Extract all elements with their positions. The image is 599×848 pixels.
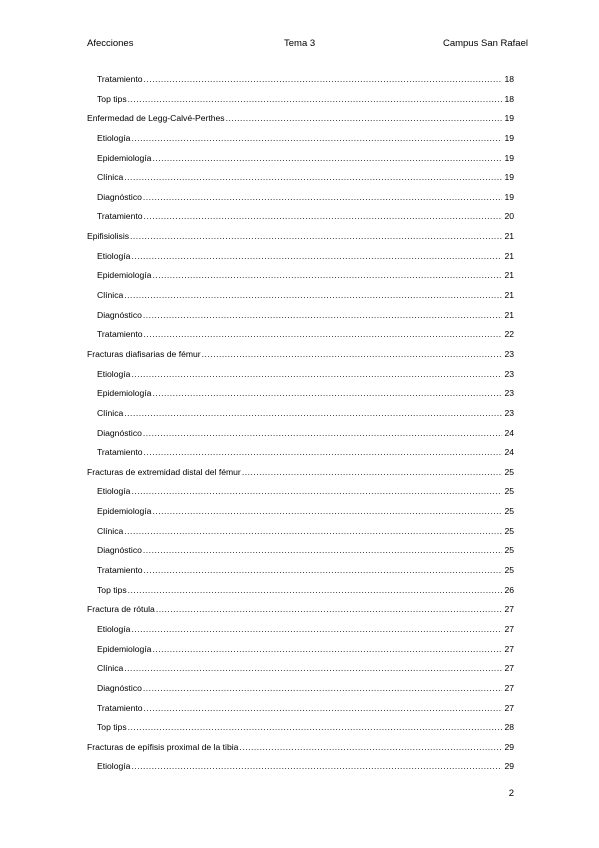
toc-entry-label: Clínica — [97, 172, 124, 183]
toc-section-link[interactable] — [87, 600, 514, 620]
toc-subsection-link[interactable] — [87, 207, 514, 227]
toc-entry-label: Epidemiología — [97, 388, 152, 399]
toc-dot-leader — [128, 720, 502, 734]
toc-subsection-link[interactable] — [87, 679, 514, 699]
toc-entry-page: 24 — [504, 427, 514, 438]
toc-entry-page: 29 — [504, 741, 514, 752]
header-left-text: Afecciones — [87, 38, 134, 49]
toc-dot-leader — [124, 406, 502, 420]
toc-dot-leader — [131, 249, 502, 263]
toc-entry-page: 24 — [504, 447, 514, 458]
toc-subsection-link[interactable] — [87, 365, 514, 385]
toc-dot-leader — [144, 209, 502, 223]
toc-entry-label: Top tips — [97, 722, 127, 733]
toc-dot-leader — [143, 426, 502, 440]
toc-entry-label: Fracturas de epífisis proximal de la tibia — [87, 741, 239, 752]
toc-subsection-link[interactable] — [87, 266, 514, 286]
toc-dot-leader — [152, 151, 502, 165]
toc-entry-label: Enfermedad de Legg-Calvé-Perthes — [87, 113, 225, 124]
toc-entry-page: 23 — [504, 368, 514, 379]
toc-entry-page: 19 — [504, 191, 514, 202]
toc-entry-label: Diagnóstico — [97, 309, 142, 320]
toc-entry-page: 23 — [504, 407, 514, 418]
page-number: 2 — [508, 788, 514, 799]
toc-dot-leader — [131, 367, 502, 381]
toc-subsection-link[interactable] — [87, 247, 514, 267]
toc-section-link[interactable] — [87, 738, 514, 758]
toc-entry-page: 25 — [504, 565, 514, 576]
toc-entry-page: 27 — [504, 663, 514, 674]
toc-subsection-link[interactable] — [87, 188, 514, 208]
toc-entry-page: 25 — [504, 506, 514, 517]
toc-dot-leader — [131, 622, 502, 636]
toc-entry-label: Diagnóstico — [97, 682, 142, 693]
toc-subsection-link[interactable] — [87, 404, 514, 424]
toc-dot-leader — [152, 504, 502, 518]
toc-entry-label: Etiología — [97, 368, 131, 379]
toc-subsection-link[interactable] — [87, 561, 514, 581]
toc-entry-label: Etiología — [97, 761, 131, 772]
toc-entry-label: Clínica — [97, 290, 124, 301]
toc-entry-label: Epidemiología — [97, 643, 152, 654]
toc-subsection-link[interactable] — [87, 168, 514, 188]
toc-dot-leader — [144, 327, 502, 341]
toc-subsection-link[interactable] — [87, 502, 514, 522]
toc-dot-leader — [239, 740, 502, 754]
toc-subsection-link[interactable] — [87, 306, 514, 326]
toc-entry-page: 27 — [504, 604, 514, 615]
toc-subsection-link[interactable] — [87, 699, 514, 719]
toc-entry-page: 27 — [504, 623, 514, 634]
toc-dot-leader — [124, 524, 502, 538]
toc-dot-leader — [131, 131, 502, 145]
toc-entry-label: Diagnóstico — [97, 427, 142, 438]
toc-dot-leader — [144, 72, 502, 86]
toc-entry-label: Etiología — [97, 132, 131, 143]
toc-entry-page: 25 — [504, 545, 514, 556]
page-header — [87, 38, 528, 52]
toc-dot-leader — [131, 759, 502, 773]
toc-subsection-link[interactable] — [87, 718, 514, 738]
toc-entry-page: 21 — [504, 231, 514, 242]
toc-entry-label: Clínica — [97, 525, 124, 536]
toc-subsection-link[interactable] — [87, 443, 514, 463]
toc-entry-page: 25 — [504, 466, 514, 477]
toc-subsection-link[interactable] — [87, 70, 514, 90]
toc-subsection-link[interactable] — [87, 325, 514, 345]
toc-entry-label: Etiología — [97, 623, 131, 634]
toc-entry-label: Fracturas de extremidad distal del fémur — [87, 466, 241, 477]
toc-dot-leader — [124, 661, 502, 675]
toc-dot-leader — [144, 701, 502, 715]
toc-dot-leader — [143, 308, 502, 322]
toc-entry-page: 21 — [504, 250, 514, 261]
toc-entry-label: Tratamiento — [97, 329, 143, 340]
toc-entry-page: 21 — [504, 270, 514, 281]
toc-subsection-link[interactable] — [87, 149, 514, 169]
toc-entry-page: 27 — [504, 682, 514, 693]
toc-entry-page: 27 — [504, 702, 514, 713]
toc-dot-leader — [202, 347, 502, 361]
toc-dot-leader — [156, 602, 502, 616]
toc-entry-page: 21 — [504, 290, 514, 301]
toc-entry-page: 19 — [504, 113, 514, 124]
toc-subsection-link[interactable] — [87, 541, 514, 561]
toc-subsection-link[interactable] — [87, 482, 514, 502]
toc-entry-label: Top tips — [97, 584, 127, 595]
toc-entry-page: 26 — [504, 584, 514, 595]
toc-subsection-link[interactable] — [87, 424, 514, 444]
toc-dot-leader — [226, 111, 502, 125]
toc-entry-label: Epidemiología — [97, 152, 152, 163]
toc-dot-leader — [143, 190, 502, 204]
toc-entry-label: Diagnóstico — [97, 191, 142, 202]
toc-entry-page: 18 — [504, 93, 514, 104]
toc-section-link[interactable] — [87, 109, 514, 129]
toc-entry-page: 22 — [504, 329, 514, 340]
toc-entry-page: 28 — [504, 722, 514, 733]
toc-entry-label: Tratamiento — [97, 565, 143, 576]
toc-entry-page: 25 — [504, 525, 514, 536]
toc-entry-label: Epidemiología — [97, 506, 152, 517]
header-center-text: Tema 3 — [284, 38, 316, 49]
toc-entry-label: Tratamiento — [97, 447, 143, 458]
toc-dot-leader — [124, 170, 502, 184]
toc-entry-label: Epifisiolisis — [87, 231, 130, 242]
toc-entry-page: 20 — [504, 211, 514, 222]
toc-entry-page: 25 — [504, 486, 514, 497]
toc-dot-leader — [242, 465, 502, 479]
toc-dot-leader — [128, 583, 502, 597]
toc-entry-label: Fractura de rótula — [87, 604, 155, 615]
header-right-text: Campus San Rafael — [442, 38, 528, 49]
toc-subsection-link[interactable] — [87, 659, 514, 679]
toc-entry-label: Etiología — [97, 250, 131, 261]
toc-section-link[interactable] — [87, 463, 514, 483]
toc-entry-page: 23 — [504, 348, 514, 359]
toc-entry-page: 19 — [504, 172, 514, 183]
toc-dot-leader — [143, 681, 502, 695]
toc-dot-leader — [144, 563, 502, 577]
table-of-contents — [87, 70, 514, 777]
toc-subsection-link[interactable] — [87, 640, 514, 660]
toc-entry-label: Clínica — [97, 663, 124, 674]
toc-entry-page: 18 — [504, 74, 514, 84]
toc-subsection-link[interactable] — [87, 757, 514, 777]
toc-dot-leader — [143, 543, 502, 557]
toc-dot-leader — [152, 386, 502, 400]
toc-section-link[interactable] — [87, 227, 514, 247]
toc-subsection-link[interactable] — [87, 620, 514, 640]
toc-subsection-link[interactable] — [87, 384, 514, 404]
toc-dot-leader — [130, 229, 502, 243]
toc-entry-label: Etiología — [97, 486, 131, 497]
toc-entry-label: Tratamiento — [97, 702, 143, 713]
toc-subsection-link[interactable] — [87, 286, 514, 306]
toc-entry-label: Tratamiento — [97, 211, 143, 222]
toc-entry-label: Epidemiología — [97, 270, 152, 281]
toc-entry-label: Top tips — [97, 93, 127, 104]
toc-dot-leader — [144, 445, 502, 459]
toc-entry-page: 27 — [504, 643, 514, 654]
toc-entry-label: Fracturas diafisarias de fémur — [87, 348, 201, 359]
toc-entry-page: 19 — [504, 132, 514, 143]
toc-entry-page: 19 — [504, 152, 514, 163]
toc-entry-label: Clínica — [97, 407, 124, 418]
toc-dot-leader — [124, 288, 502, 302]
toc-entry-page: 21 — [504, 309, 514, 320]
toc-subsection-link[interactable] — [87, 581, 514, 601]
toc-subsection-link[interactable] — [87, 129, 514, 149]
toc-dot-leader — [152, 642, 502, 656]
toc-entry-page: 29 — [504, 761, 514, 772]
toc-dot-leader — [152, 268, 502, 282]
toc-entry-label: Diagnóstico — [97, 545, 142, 556]
toc-entry-page: 23 — [504, 388, 514, 399]
toc-dot-leader — [131, 484, 502, 498]
toc-section-link[interactable] — [87, 345, 514, 365]
toc-entry-label: Tratamiento — [97, 74, 143, 84]
toc-dot-leader — [128, 92, 502, 106]
toc-subsection-link[interactable] — [87, 90, 514, 110]
toc-subsection-link[interactable] — [87, 522, 514, 542]
